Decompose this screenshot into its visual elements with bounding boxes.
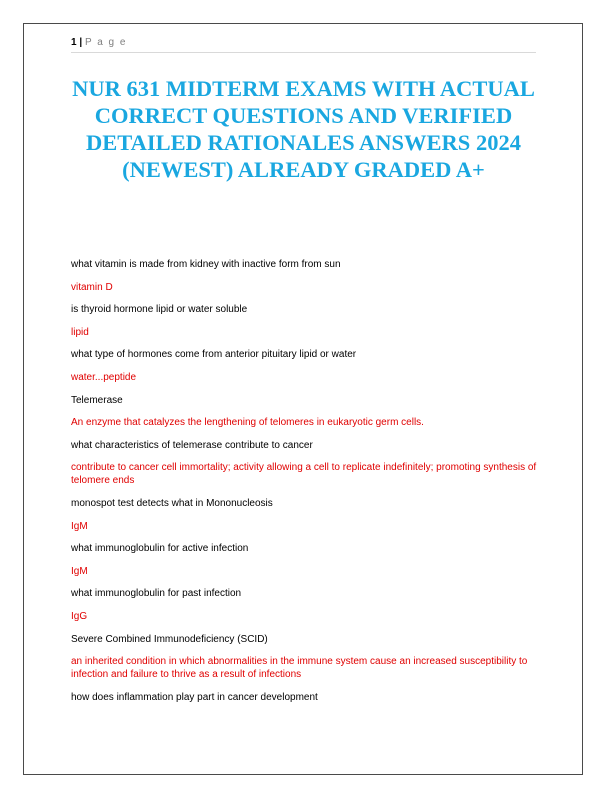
answer-text: water...peptide xyxy=(71,371,137,383)
question-text: what immunoglobulin for past infection xyxy=(71,588,242,600)
answer-text: vitamin D xyxy=(71,281,113,293)
qa-list xyxy=(71,258,541,713)
question-text: is thyroid hormone lipid or water soluble xyxy=(71,304,248,316)
question-text: what immunoglobulin for active infection xyxy=(71,543,249,555)
header-separator: | xyxy=(79,37,83,48)
question-text: monospot test detects what in Mononucleosis xyxy=(71,497,273,509)
question-text: Severe Combined Immunodeficiency (SCID) xyxy=(71,633,268,645)
question-text: how does inflammation play part in cancer development xyxy=(71,691,318,703)
answer-text: an inherited condition in which abnormalities in the immune system cause an increased susceptibility to infection and failure to thrive as a result of infections xyxy=(71,656,528,681)
answer-text: IgM xyxy=(71,565,88,577)
answer-text: contribute to cancer cell immortality; activity allowing a cell to replicate indefinitely; promoting synthesis of telomere ends xyxy=(71,462,537,487)
page-number: 1 xyxy=(71,37,77,48)
page-label: P a g e xyxy=(84,37,127,48)
page-header xyxy=(71,37,536,53)
answer-text: An enzyme that catalyzes the lengthening of telomeres in eukaryotic germ cells. xyxy=(71,417,424,429)
answer-text: IgM xyxy=(71,520,88,532)
question-text: what type of hormones come from anterior pituitary lipid or water xyxy=(71,349,357,361)
answer-text: IgG xyxy=(71,610,88,622)
question-text: what characteristics of telemerase contribute to cancer xyxy=(71,439,313,451)
question-text: Telemerase xyxy=(71,394,123,406)
question-text: what vitamin is made from kidney with inactive form from sun xyxy=(71,259,341,270)
answer-text: lipid xyxy=(71,326,89,338)
document-title: NUR 631 MIDTERM EXAMS WITH ACTUAL CORRECT QUESTIONS AND VERIFIED DETAILED RATIONALES ANSWERS 2024 (NEWEST) ALREADY GRADED A+ xyxy=(72,76,535,182)
